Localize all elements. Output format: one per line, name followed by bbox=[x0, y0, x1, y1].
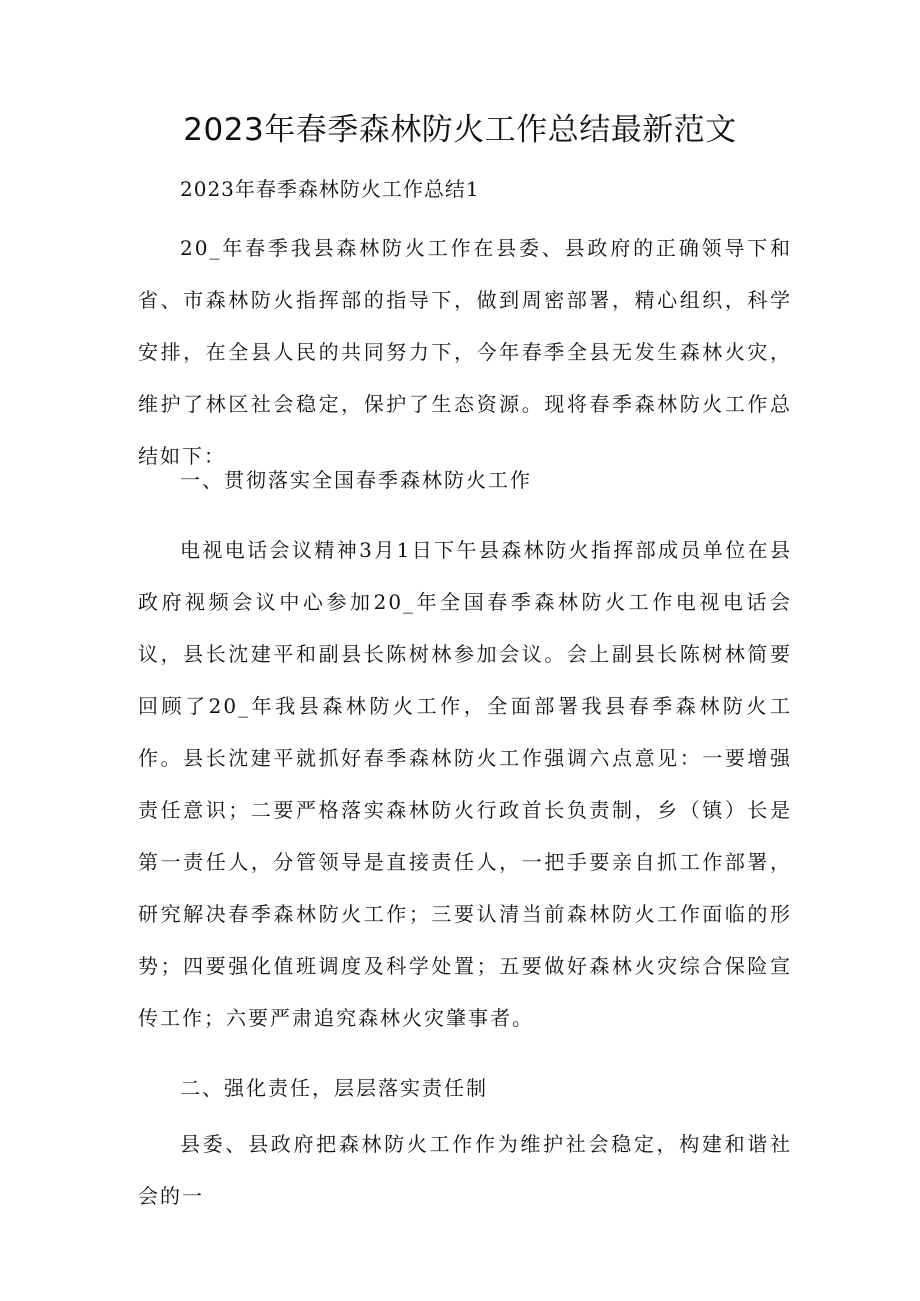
section-heading-2: 二、强化责任，层层落实责任制 bbox=[180, 1076, 488, 1100]
section-heading-1: 一、贯彻落实全国春季森林防火工作 bbox=[180, 468, 532, 492]
section-2-paragraph: 县委、县政府把森林防火工作作为维护社会稳定，构建和谐社会的一 bbox=[138, 1132, 792, 1208]
section-1-paragraph: 电视电话会议精神3月1日下午县森林防火指挥部成员单位在县政府视频会议中心参加20_年全国春季森林防火工作电视电话会议，县长沈建平和副县长陈树林参加会议。会上副县长陈树林简要回顾了20_年我县森林防火工作，全面部署我县春季森林防火工作。县长沈建平就抓好春季森林防火工作强调六点意见：一要增强责任意识；二要严格落实森林防火行政首长负责制，乡（镇）长是第一责任人，分管领导是直接责任人，一把手要亲自抓工作部署，研究解决春季森林防火工作；三要认清当前森林防火工作面临的形势；四要强化值班调度及科学处置；五要做好森林火灾综合保险宣传工作；六要严肃追究森林火灾肇事者。 bbox=[138, 538, 792, 1030]
document-subtitle: 2023年春季森林防火工作总结1 bbox=[180, 177, 480, 201]
intro-paragraph: 20_年春季我县森林防火工作在县委、县政府的正确领导下和省、市森林防火指挥部的指导下，做到周密部署，精心组织，科学安排，在全县人民的共同努力下，今年春季全县无发生森林火灾，维护了林区社会稳定，保护了生态资源。现将春季森林防火工作总结如下： bbox=[138, 236, 792, 468]
document-title: 2023年春季森林防火工作总结最新范文 bbox=[183, 112, 737, 148]
